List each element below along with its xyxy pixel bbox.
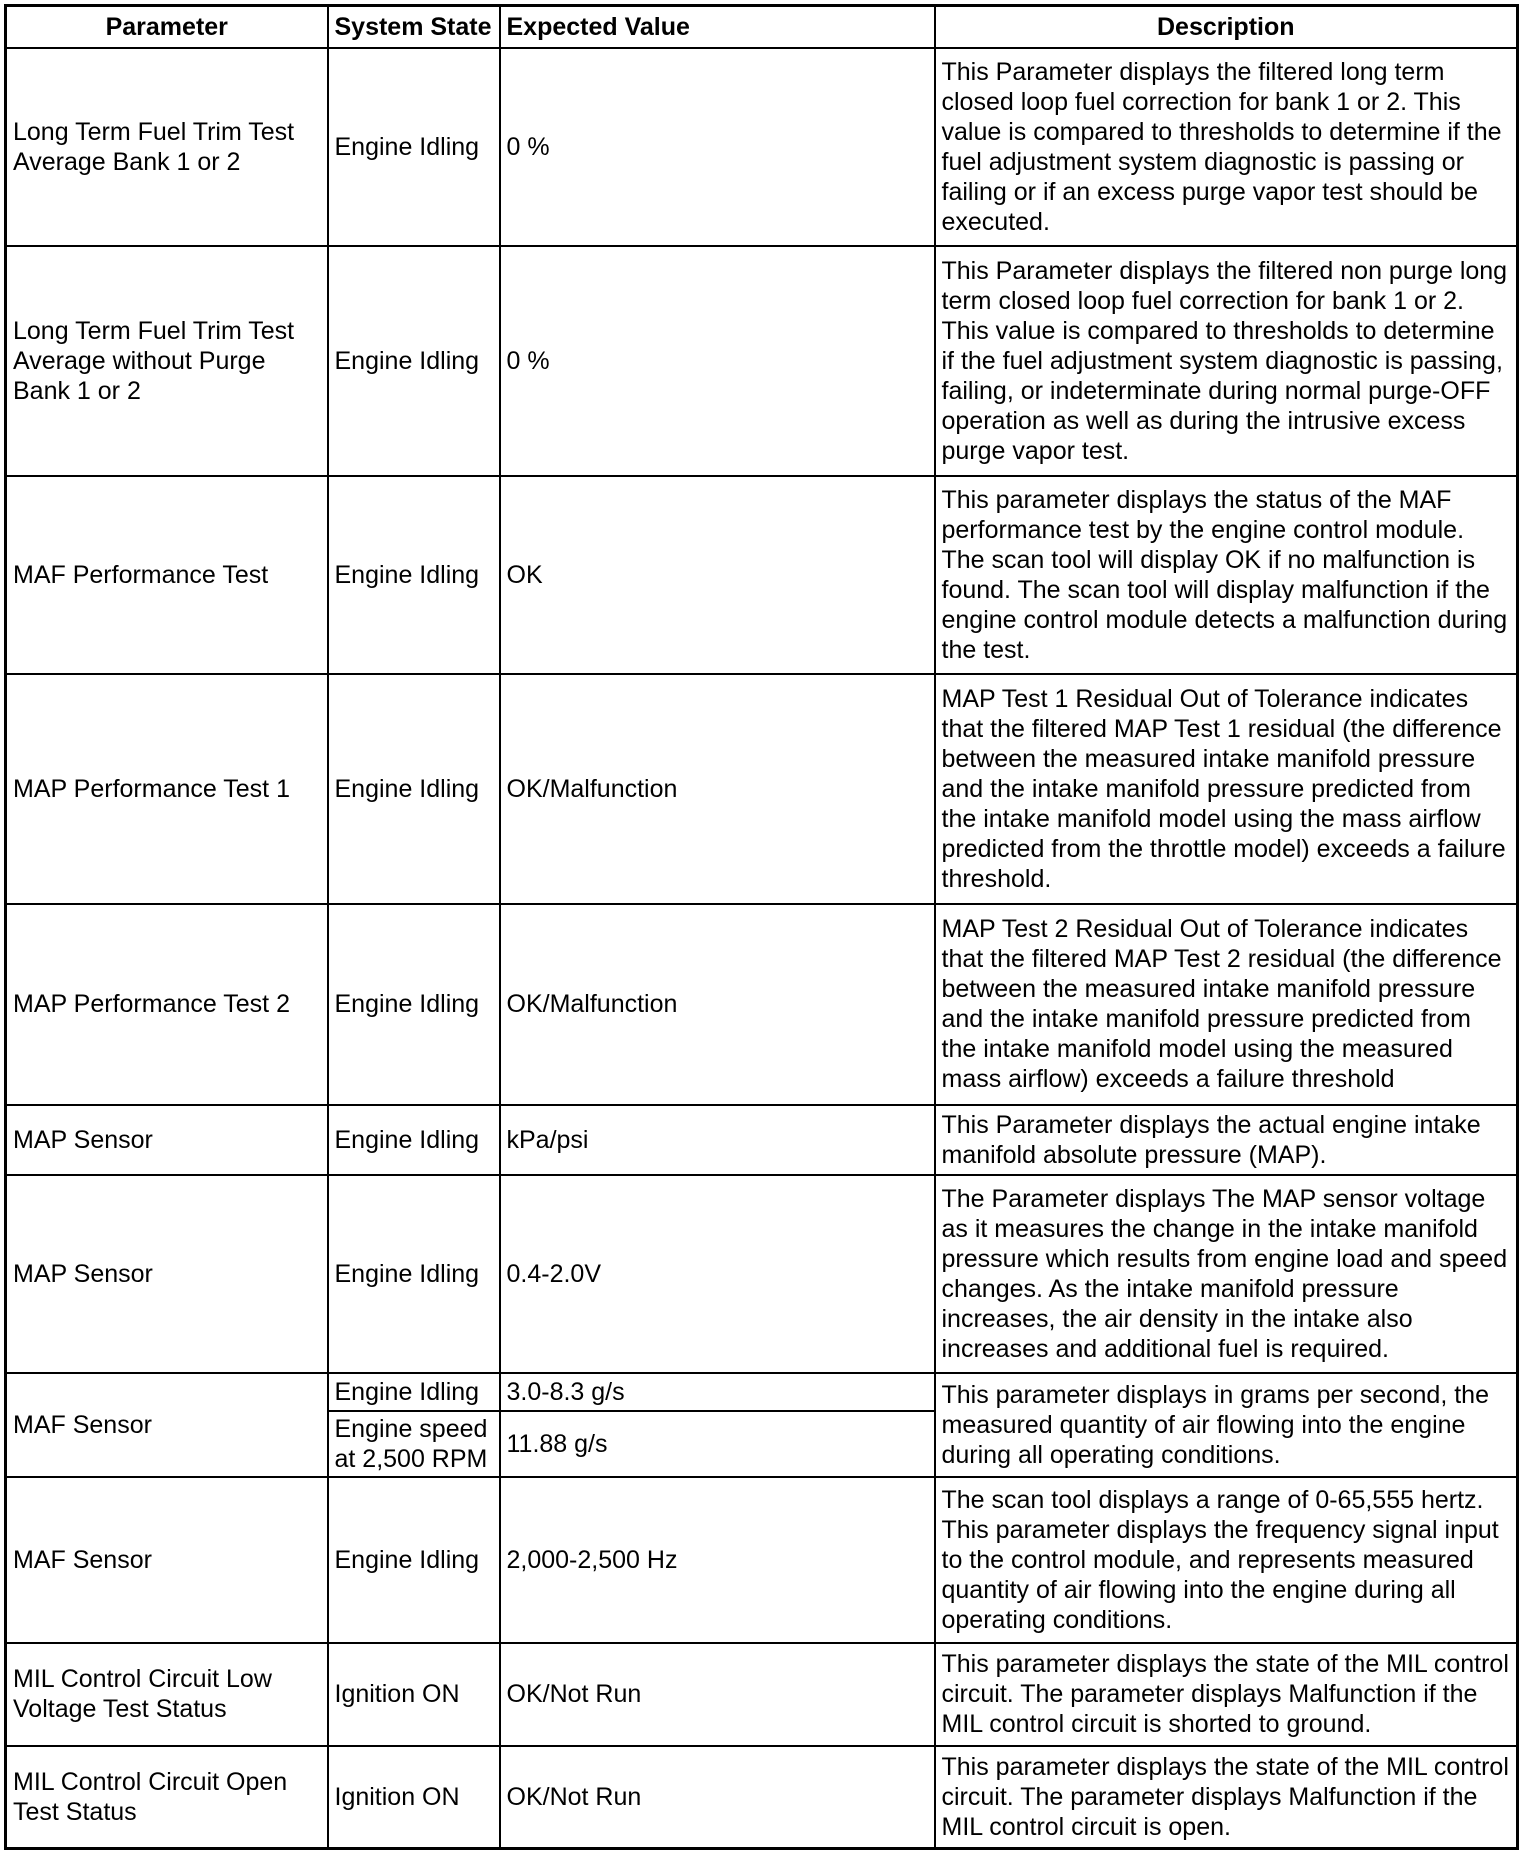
cell-parameter: MAP Performance Test 1 (6, 674, 328, 904)
cell-expected-value: 2,000-2,500 Hz (500, 1477, 935, 1643)
cell-parameter: MAP Performance Test 2 (6, 904, 328, 1104)
cell-expected-value: OK/Not Run (500, 1746, 935, 1849)
cell-parameter: MAF Sensor (6, 1477, 328, 1643)
table-row (6, 1746, 1518, 1849)
cell-expected-value: 11.88 g/s (500, 1411, 935, 1477)
header-system-state: System State (328, 6, 500, 49)
cell-expected-value: 3.0-8.3 g/s (500, 1373, 935, 1411)
cell-description: MAP Test 2 Residual Out of Tolerance indicates that the filtered MAP Test 2 residual (the difference between the measured intake manifold pressure and the intake manifold pressure predicted from the intake manifold model using the measured mass airflow) exceeds a failure threshold (935, 904, 1518, 1104)
cell-parameter: MAF Performance Test (6, 476, 328, 674)
table-row (6, 1175, 1518, 1373)
cell-system-state: Engine Idling (328, 674, 500, 904)
cell-description: This parameter displays the status of the MAF performance test by the engine control module. The scan tool will display OK if no malfunction is found. The scan tool will display malfunction if the engine control module detects a malfunction during the test. (935, 476, 1518, 674)
table-row (6, 674, 1518, 904)
cell-description: This parameter displays the state of the MIL control circuit. The parameter displays Malfunction if the MIL control circuit is open. (935, 1746, 1518, 1849)
parameter-table (4, 4, 1519, 1850)
table-row (6, 476, 1518, 674)
cell-parameter: MAF Sensor (6, 1373, 328, 1477)
header-parameter: Parameter (6, 6, 328, 49)
cell-system-state: Engine Idling (328, 1175, 500, 1373)
cell-description: This parameter displays the state of the MIL control circuit. The parameter displays Malfunction if the MIL control circuit is shorted to ground. (935, 1643, 1518, 1745)
cell-system-state: Engine Idling (328, 1105, 500, 1175)
cell-system-state: Engine Idling (328, 48, 500, 246)
cell-system-state: Ignition ON (328, 1746, 500, 1849)
cell-parameter: MAP Sensor (6, 1105, 328, 1175)
cell-description: This Parameter displays the filtered long term closed loop fuel correction for bank 1 or 2. This value is compared to thresholds to determine if the fuel adjustment system diagnostic is passing or failing or if an excess purge vapor test should be executed. (935, 48, 1518, 246)
cell-expected-value: kPa/psi (500, 1105, 935, 1175)
cell-description: The scan tool displays a range of 0-65,555 hertz. This parameter displays the frequency signal input to the control module, and represents measured quantity of air flowing into the engine during all operating conditions. (935, 1477, 1518, 1643)
cell-expected-value: OK/Not Run (500, 1643, 935, 1745)
cell-parameter: MIL Control Circuit Low Voltage Test Status (6, 1643, 328, 1745)
cell-parameter: MAP Sensor (6, 1175, 328, 1373)
table-header-row (6, 6, 1518, 49)
table-row (6, 246, 1518, 476)
table-row (6, 1105, 1518, 1175)
cell-system-state: Engine Idling (328, 246, 500, 476)
header-description: Description (935, 6, 1518, 49)
table-row (6, 1373, 1518, 1411)
cell-expected-value: 0 % (500, 246, 935, 476)
cell-parameter: Long Term Fuel Trim Test Average Bank 1 or 2 (6, 48, 328, 246)
document-page (4, 4, 1516, 1850)
cell-expected-value: 0.4-2.0V (500, 1175, 935, 1373)
cell-system-state: Engine Idling (328, 1477, 500, 1643)
table-row (6, 48, 1518, 246)
table-row (6, 904, 1518, 1104)
header-expected-value: Expected Value (500, 6, 935, 49)
cell-description: MAP Test 1 Residual Out of Tolerance indicates that the filtered MAP Test 1 residual (the difference between the measured intake manifold pressure and the intake manifold pressure predicted from the intake manifold model using the mass airflow predicted from the throttle model) exceeds a failure threshold. (935, 674, 1518, 904)
cell-system-state: Engine speed at 2,500 RPM (328, 1411, 500, 1477)
cell-expected-value: 0 % (500, 48, 935, 246)
cell-system-state: Engine Idling (328, 904, 500, 1104)
cell-description: The Parameter displays The MAP sensor voltage as it measures the change in the intake manifold pressure which results from engine load and speed changes. As the intake manifold pressure increases, the air density in the intake also increases and additional fuel is required. (935, 1175, 1518, 1373)
cell-parameter: MIL Control Circuit Open Test Status (6, 1746, 328, 1849)
cell-description: This parameter displays in grams per second, the measured quantity of air flowing into the engine during all operating conditions. (935, 1373, 1518, 1477)
cell-system-state: Engine Idling (328, 1373, 500, 1411)
cell-expected-value: OK/Malfunction (500, 674, 935, 904)
table-row (6, 1643, 1518, 1745)
cell-description: This Parameter displays the filtered non purge long term closed loop fuel correction for bank 1 or 2. This value is compared to thresholds to determine if the fuel adjustment system diagnostic is passing, failing, or indeterminate during normal purge-OFF operation as well as during the intrusive excess purge vapor test. (935, 246, 1518, 476)
cell-description: This Parameter displays the actual engine intake manifold absolute pressure (MAP). (935, 1105, 1518, 1175)
cell-system-state: Ignition ON (328, 1643, 500, 1745)
cell-expected-value: OK (500, 476, 935, 674)
cell-parameter: Long Term Fuel Trim Test Average without Purge Bank 1 or 2 (6, 246, 328, 476)
cell-expected-value: OK/Malfunction (500, 904, 935, 1104)
table-row (6, 1477, 1518, 1643)
cell-system-state: Engine Idling (328, 476, 500, 674)
